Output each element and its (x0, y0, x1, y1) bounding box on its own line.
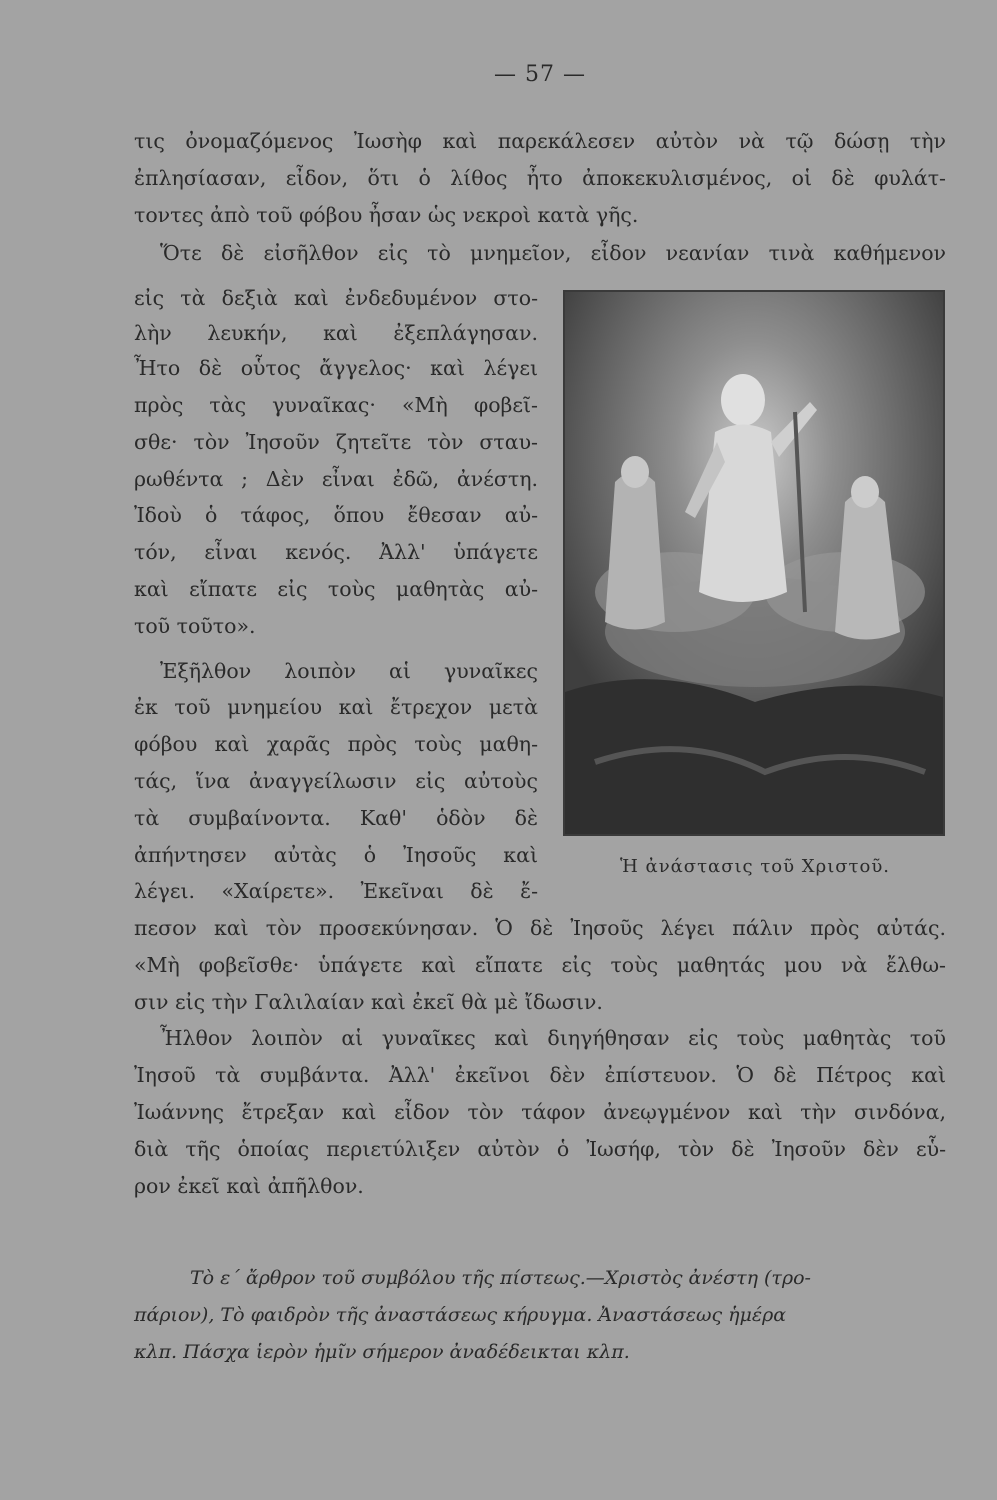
resurrection-engraving-icon (565, 292, 943, 834)
figure-caption: Ἡ ἀνάστασις τοῦ Χριστοῦ. (619, 856, 891, 877)
text-line: τις ὀνομαζόμενος Ἰωσὴφ καὶ παρεκάλεσεν αὐτὸν νὰ τῷ δώσῃ τὴν (134, 129, 946, 153)
text-line: σθε· τὸν Ἰησοῦν ζητεῖτε τὸν σταυ- (134, 430, 538, 454)
text-line: τόν, εἶναι κενός. Ἀλλ' ὑπάγετε (134, 540, 538, 564)
resurrection-illustration (563, 290, 945, 836)
text-line: ἐπλησίασαν, εἶδον, ὅτι ὁ λίθος ἦτο ἀποκεκυλισμένος, οἱ δὲ φυλάτ- (134, 166, 946, 190)
text-line: τοντες ἀπὸ τοῦ φόβου ἦσαν ὡς νεκροὶ κατὰ γῆς. (134, 203, 639, 227)
text-line: καὶ εἴπατε εἰς τοὺς μαθητὰς αὐ- (134, 577, 538, 601)
text-line: πεσον καὶ τὸν προσεκύνησαν. Ὁ δὲ Ἰησοῦς λέγει πάλιν πρὸς αὐτάς. (134, 916, 946, 940)
text-line: Ἦτο δὲ οὗτος ἄγγελος· καὶ λέγει (134, 356, 538, 380)
text-line: ρωθέντα ; Δὲν εἶναι ἐδῶ, ἀνέστη. (134, 467, 538, 491)
text-line: ἐκ τοῦ μνημείου καὶ ἔτρεχον μετὰ (134, 695, 538, 719)
text-line: τοῦ τοῦτο». (134, 614, 256, 638)
text-line: σιν εἰς τὴν Γαλιλαίαν καὶ ἐκεῖ θὰ μὲ ἴδωσιν. (134, 990, 603, 1014)
text-line: διὰ τῆς ὁποίας περιετύλιξεν αὐτὸν ὁ Ἰωσήφ, τὸν δὲ Ἰησοῦν δὲν εὗ- (134, 1137, 946, 1161)
text-line: Ἰησοῦ τὰ συμβάντα. Ἀλλ' ἐκεῖνοι δὲν ἐπίστευον. Ὁ δὲ Πέτρος καὶ (134, 1063, 946, 1087)
footer-note: Τὸ ε΄ ἄρθρον τοῦ συμβόλου τῆς πίστεως.—Χριστὸς ἀνέστη (τρο- (190, 1267, 811, 1289)
text-line: Ἦλθον λοιπὸν αἱ γυναῖκες καὶ διηγήθησαν εἰς τοὺς μαθητὰς τοῦ (160, 1026, 946, 1050)
text-line: πρὸς τὰς γυναῖκας· «Μὴ φοβεῖ- (134, 393, 538, 417)
text-line: φόβου καὶ χαρᾶς πρὸς τοὺς μαθη- (134, 732, 538, 756)
footer-note: κλπ. Πάσχα ἱερὸν ἡμῖν σήμερον ἀναδέδεικται κλπ. (134, 1341, 630, 1363)
text-line: Ὅτε δὲ εἰσῆλθον εἰς τὸ μνημεῖον, εἶδον νεανίαν τινὰ καθήμενον (160, 241, 946, 265)
text-line: ἀπήντησεν αὐτὰς ὁ Ἰησοῦς καὶ (134, 843, 538, 867)
text-line: τὰ συμβαίνοντα. Καθ' ὁδὸν δὲ (134, 806, 538, 830)
text-line: λέγει. «Χαίρετε». Ἐκεῖναι δὲ ἔ- (134, 879, 538, 903)
text-line: Ἰωάννης ἔτρεξαν καὶ εἶδον τὸν τάφον ἀνεῳγμένον καὶ τὴν σινδόνα, (134, 1100, 946, 1124)
text-line: Ἰδοὺ ὁ τάφος, ὅπου ἔθεσαν αὐ- (134, 503, 538, 527)
page-number: — 57 — (494, 62, 586, 87)
text-line: ρον ἐκεῖ καὶ ἀπῆλθον. (134, 1174, 364, 1198)
text-line: «Μὴ φοβεῖσθε· ὑπάγετε καὶ εἴπατε εἰς τοὺς μαθητάς μου νὰ ἔλθω- (134, 953, 946, 977)
text-line: τάς, ἵνα ἀναγγείλωσιν εἰς αὐτοὺς (134, 769, 538, 793)
text-line: εἰς τὰ δεξιὰ καὶ ἐνδεδυμένον στο- (134, 286, 538, 310)
footer-note: πάριον), Τὸ φαιδρὸν τῆς ἀναστάσεως κήρυγμα. Ἀναστάσεως ἡμέρα (134, 1304, 787, 1326)
text-line: Ἐξῆλθον λοιπὸν αἱ γυναῖκες (160, 659, 538, 683)
text-line: λὴν λευκήν, καὶ ἐξεπλάγησαν. (134, 321, 538, 345)
